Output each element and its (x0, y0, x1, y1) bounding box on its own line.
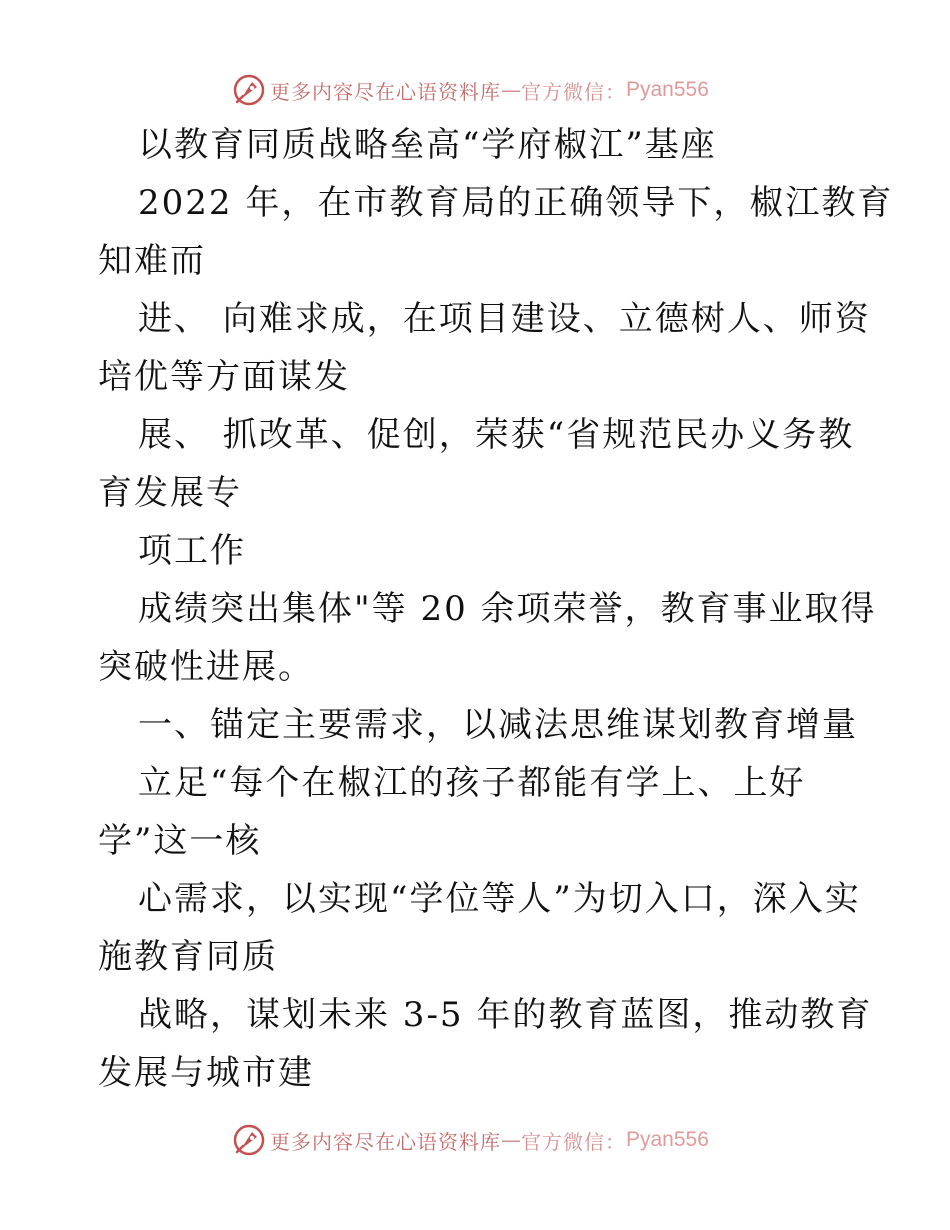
document-body (98, 116, 928, 1102)
doc-line: 学”这一核 (98, 821, 262, 861)
doc-line: 成绩突出集体"等 20 余项荣誉，教育事业取得 (138, 589, 877, 629)
doc-line: 进、 向难求成，在项目建设、立德树人、师资 (138, 299, 871, 339)
doc-line: 突破性进展。 (98, 647, 314, 687)
watermark-brand-text: 更多内容尽在心语资料库 (270, 1129, 501, 1154)
doc-line: 项工作 (138, 531, 246, 571)
doc-line: 知难而 (98, 241, 206, 281)
watermark-brand-text: 更多内容尽在心语资料库 (270, 79, 501, 104)
doc-line: 展、 抓改革、促创，荣获“省规范民办义务教 (138, 415, 855, 455)
watermark-wechat-id: Pyan556 (626, 78, 709, 101)
footer-watermark (232, 1122, 709, 1158)
doc-line: 施教育同质 (98, 937, 278, 977)
doc-line: 发展与城市建 (98, 1053, 314, 1093)
doc-line: 立足“每个在椒江的孩子都能有学上、上好 (138, 763, 806, 803)
doc-line: 2022 年，在市教育局的正确领导下，椒江教育 (138, 183, 894, 223)
watermark-wechat-label: 官方微信： (521, 1129, 626, 1154)
pen-nib-logo-icon (232, 73, 266, 107)
watermark-dash: — (501, 1128, 521, 1152)
doc-line: 心需求，以实现“学位等人”为切入口，深入实 (138, 879, 861, 919)
doc-line: 一、锚定主要需求，以减法思维谋划教育增量 (138, 705, 858, 745)
doc-line: 培优等方面谋发 (98, 357, 350, 397)
pen-nib-logo-icon (232, 1123, 266, 1157)
watermark-dash: — (501, 78, 521, 102)
watermark-wechat-id: Pyan556 (626, 1128, 709, 1151)
doc-line: 战略，谋划未来 3-5 年的教育蓝图，推动教育 (138, 995, 873, 1035)
doc-line: 育发展专 (98, 473, 242, 513)
watermark-wechat-label: 官方微信： (521, 79, 626, 104)
doc-line: 以教育同质战略垒高“学府椒江”基座 (138, 125, 717, 165)
header-watermark (232, 72, 709, 108)
